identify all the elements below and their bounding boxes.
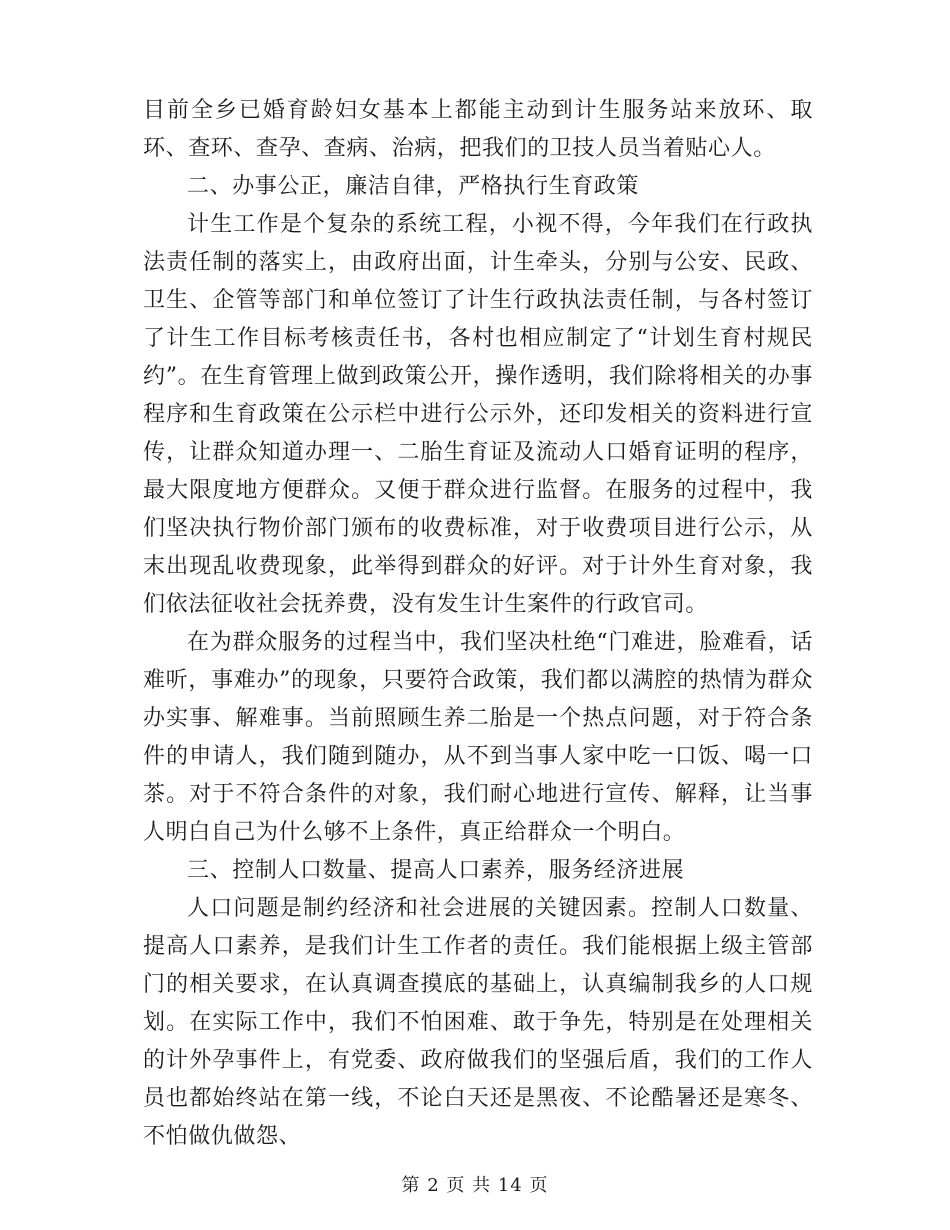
section-heading-3: 三、控制人口数量、提高人口素养，服务经济进展 (187, 858, 685, 883)
document-body (143, 92, 813, 1156)
page-number-footer: 第 2 页 共 14 页 (401, 1175, 549, 1196)
paragraph-6: 人口问题是制约经济和社会进展的关键因素。控制人口数量、提高人口素养，是我们计生工作者的责任。我们能根据上级主管部门的相关要求，在认真调查摸底的基础上，认真编制我乡的人口规划。在实际工作中，我们不怕困难、敢于争先，特别是在处理相关的计外孕事件上，有党委、政府做我们的坚强后盾，我们的工作人员也都始终站在第一线，不论白天还是黑夜、不论酷暑还是寒冬、不怕做仇做怨、 (143, 896, 813, 1149)
section-heading-2: 二、办事公正，廉洁自律，严格执行生育政策 (187, 174, 640, 199)
paragraph-3: 计生工作是个复杂的系统工程，小视不得，今年我们在行政执法责任制的落实上，由政府出面，计生牵头，分别与公安、民政、卫生、企管等部门和单位签订了计生行政执法责任制，与各村签订了计生工作目标考核责任书，各村也相应制定了“计划生育村规民约”。在生育管理上做到政策公开，操作透明，我们除将相关的办事程序和生育政策在公示栏中进行公示外，还印发相关的资料进行宣传，让群众知道办理一、二胎生育证及流动人口婚育证明的程序，最大限度地方便群众。又便于群众进行监督。在服务的过程中，我们坚决执行物价部门颁布的收费标准，对于收费项目进行公示，从末出现乱收费现象，此举得到群众的好评。对于计外生育对象，我们依法征收社会抚养费，没有发生计生案件的行政官司。 (143, 212, 813, 617)
paragraph-1: 目前全乡已婚育龄妇女基本上都能主动到计生服务站来放环、取环、查环、查孕、查病、治病，把我们的卫技人员当着贴心人。 (143, 98, 813, 161)
paragraph-4: 在为群众服务的过程当中，我们坚决杜绝“门难进，脸难看，话难听，事难办”的现象，只要符合政策，我们都以满腔的热情为群众办实事、解难事。当前照顾生养二胎是一个热点问题，对于符合条件的申请人，我们随到随办，从不到当事人家中吃一口饭、喝一口茶。对于不符合条件的对象，我们耐心地进行宣传、解释，让当事人明白自己为什么够不上条件，真正给群众一个明白。 (143, 630, 813, 845)
